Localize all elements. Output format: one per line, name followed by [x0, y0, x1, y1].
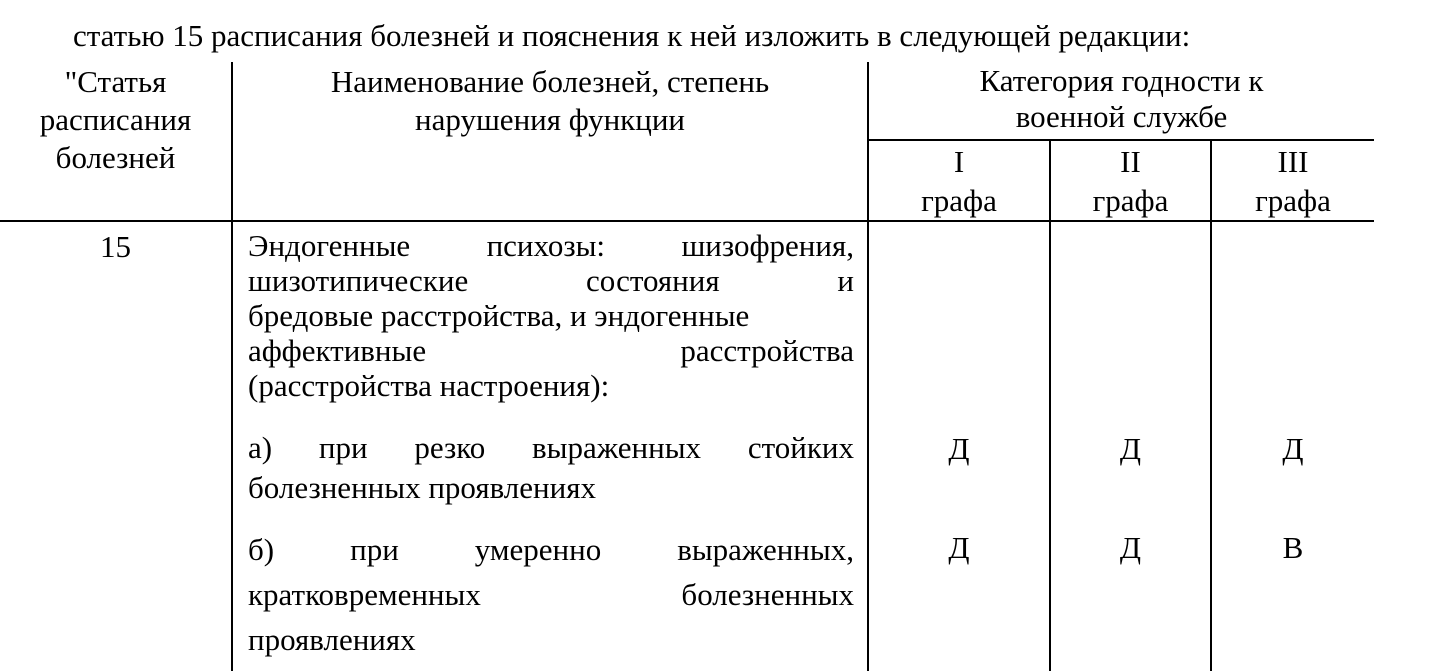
header-name-line: нарушения функции: [415, 102, 685, 137]
desc-line: проявлениях: [248, 622, 416, 657]
sub-item-a: [248, 428, 854, 508]
row-article-number: 15: [100, 229, 131, 264]
desc-line: аффективные расстройства: [248, 333, 854, 368]
header-subcol-2: [1051, 142, 1210, 220]
subcol-word: графа: [921, 183, 997, 218]
header-category-line: военной службе: [1015, 99, 1228, 134]
table-header-bottom-rule: [0, 220, 1374, 222]
desc-line: кратковременных болезненных: [248, 577, 854, 612]
table-divider-col1: [231, 62, 233, 671]
header-article-column: [0, 63, 231, 177]
header-category-column: [869, 63, 1374, 135]
subcol-roman: I: [953, 144, 965, 179]
header-subcol-3: [1212, 142, 1374, 220]
header-category-line: Категория годности к: [979, 63, 1264, 98]
sub-item-b: [248, 527, 854, 662]
header-article-line: расписания: [39, 102, 192, 137]
grade-b-col3: В: [1282, 530, 1304, 565]
table-header-subdivider: [867, 139, 1374, 141]
desc-line: шизотипические состояния и: [248, 263, 854, 298]
desc-line: Эндогенные психозы: шизофрения,: [248, 228, 854, 263]
subcol-word: графа: [1092, 183, 1169, 218]
grade-b-col1: Д: [948, 530, 970, 565]
grade-a-col3: Д: [1282, 431, 1304, 466]
header-name-column: [233, 63, 867, 139]
header-article-line: "Статья: [64, 64, 167, 99]
subcol-word: графа: [1255, 183, 1331, 218]
header-subcol-1: [869, 142, 1049, 220]
grade-a-col1: Д: [948, 431, 970, 466]
desc-line: (расстройства настроения):: [248, 368, 610, 403]
grade-b-col2: Д: [1119, 530, 1142, 565]
intro-text: статью 15 расписания болезней и пояснения к ней изложить в следующей редакции:: [73, 18, 1191, 53]
grade-a-col2: Д: [1119, 431, 1142, 466]
desc-line: а) при резко выраженных стойких: [248, 430, 854, 465]
subcol-roman: III: [1277, 144, 1309, 179]
row-description: [248, 228, 854, 403]
header-name-line: Наименование болезней, степень: [330, 64, 770, 99]
desc-line: бредовые расстройства, и эндогенные: [248, 298, 750, 333]
subcol-roman: II: [1120, 144, 1141, 179]
header-article-line: болезней: [55, 140, 176, 175]
desc-line: болезненных проявлениях: [248, 470, 596, 505]
desc-line: б) при умеренно выраженных,: [248, 532, 854, 567]
